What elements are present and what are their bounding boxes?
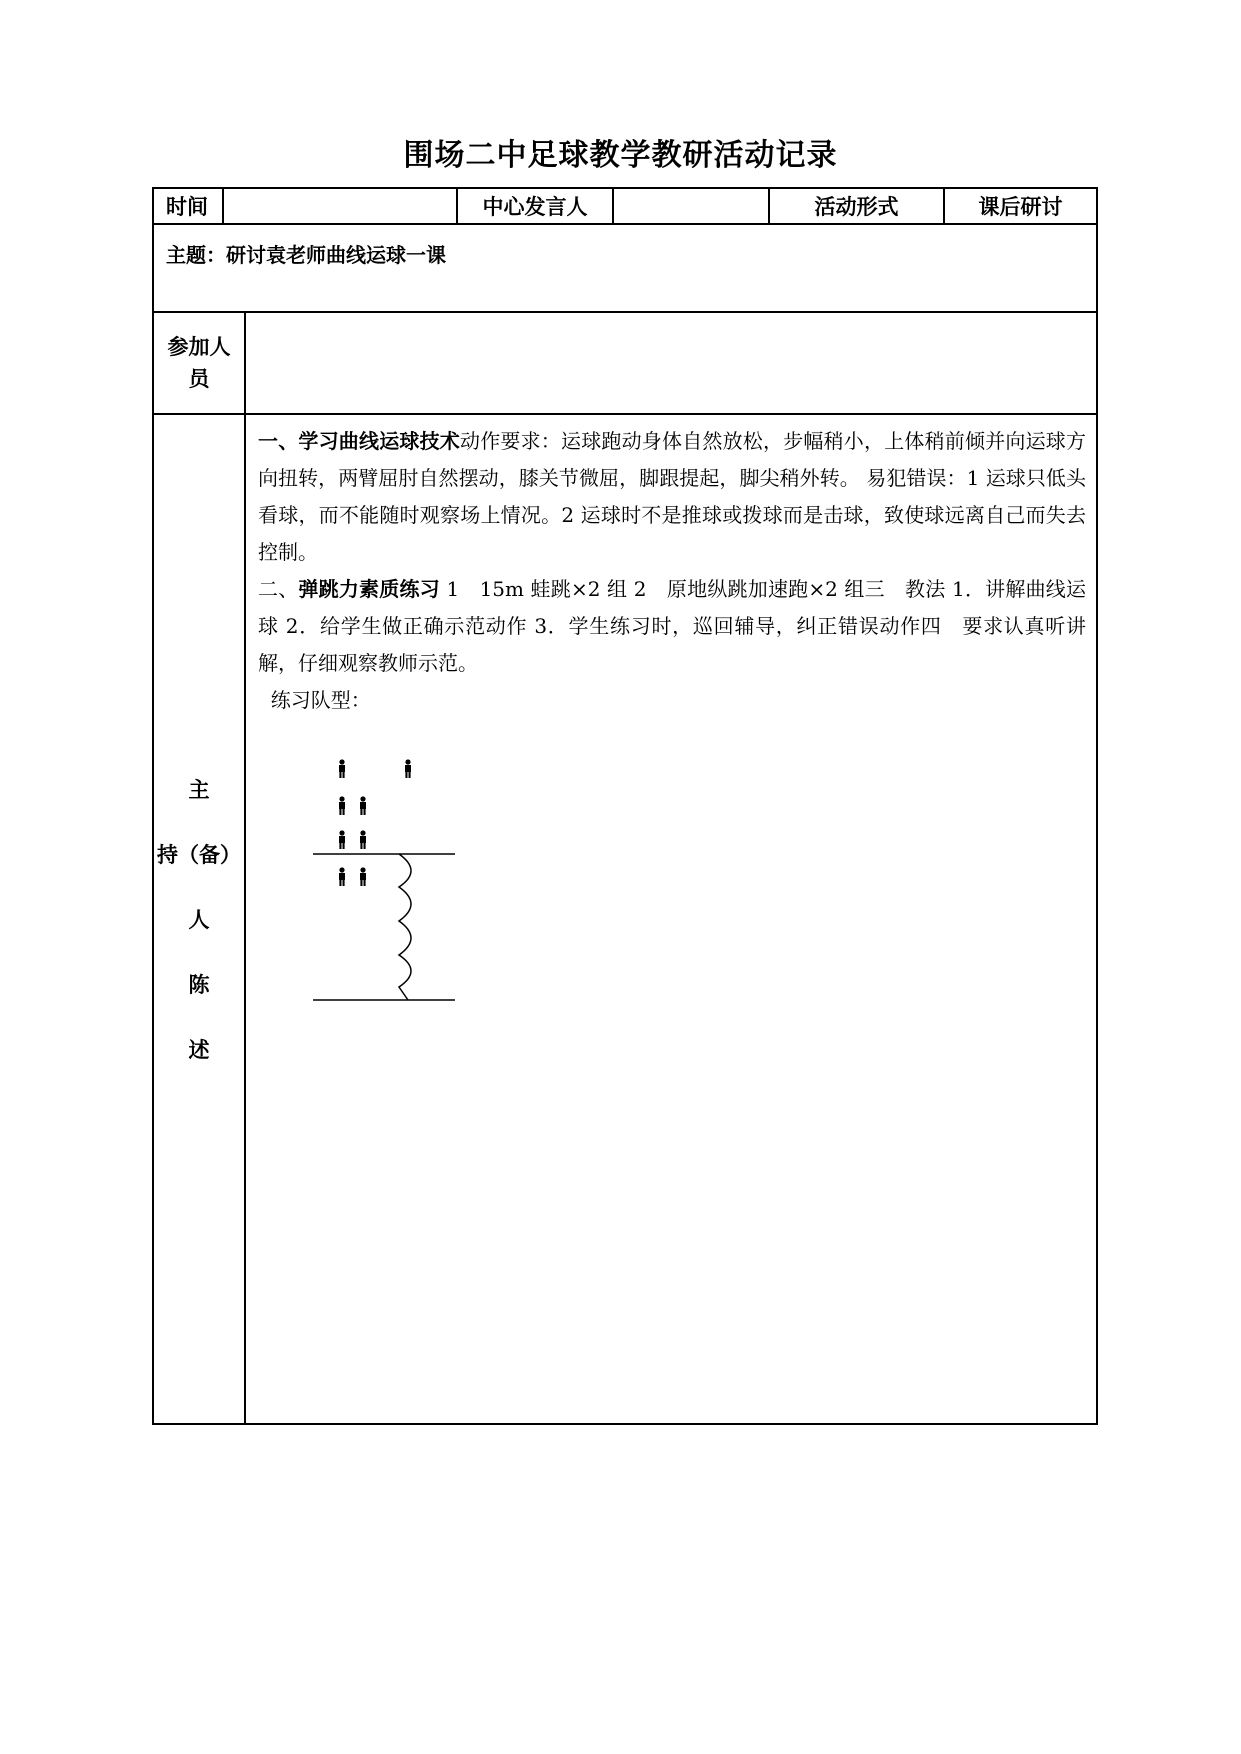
header-row	[153, 188, 1097, 224]
participants-label-line1: 参加人	[167, 334, 231, 359]
player-icon	[360, 796, 366, 815]
participants-label	[153, 312, 245, 414]
speaker-label: 中心发言人	[457, 188, 613, 224]
statement-label-char: 人	[188, 906, 210, 932]
participants-value	[245, 312, 1097, 414]
statement-row	[153, 414, 1097, 1424]
player-icon	[339, 830, 345, 849]
section-2-body: 1 15m 蛙跳×2 组 2 原地纵跳加速跑×2 组三 教法 1．讲解曲线运球 2．给学生做正确示范动作 3．学生练习时，巡回辅导，纠正错误动作四 要求认真听讲解，仔细观察教师示范。	[258, 577, 1087, 675]
form-label: 活动形式	[769, 188, 944, 224]
form-value: 课后研讨	[944, 188, 1097, 224]
player-icon	[360, 830, 366, 849]
page-title: 围场二中足球教学教研活动记录	[403, 138, 838, 173]
record-table	[152, 187, 1098, 1425]
section-2-heading: 弹跳力素质练习	[298, 577, 440, 601]
player-icon	[360, 867, 366, 886]
formation-diagram	[308, 749, 458, 1009]
section-2	[258, 571, 1086, 682]
time-label: 时间	[153, 188, 223, 224]
formation-label: 练习队型：	[258, 688, 371, 712]
player-icon	[339, 759, 345, 778]
section-1-heading: 一、学习曲线运球技术	[258, 429, 460, 453]
statement-label-char: 述	[188, 1036, 210, 1062]
section-2-prefix: 二、	[258, 577, 299, 601]
participants-row	[153, 312, 1097, 414]
section-1-body: 动作要求：运球跑动身体自然放松，步幅稍小，上体稍前倾并向运球方向扭转，两臂屈肘自然摆动，膝关节微屈，脚跟提起，脚尖稍外转。 易犯错误：1 运球只低头看球，而不能随时观察场上情况。2 运球时不是推球或拨球而是击球，致使球远离自己而失去控制。	[258, 429, 1086, 564]
statement-content	[245, 414, 1097, 1424]
participants-label-line2: 员	[188, 366, 210, 391]
statement-label-char: 主	[188, 776, 210, 802]
player-icon	[405, 759, 411, 778]
time-value	[223, 188, 457, 224]
topic-row	[153, 224, 1097, 312]
statement-label-char: 持（备）	[157, 841, 241, 867]
speaker-value	[613, 188, 769, 224]
section-1	[258, 423, 1086, 571]
topic: 主题：研讨袁老师曲线运球一课	[153, 224, 1097, 312]
dribble-path	[399, 854, 411, 1000]
player-icon	[339, 796, 345, 815]
statement-label-char: 陈	[188, 971, 210, 997]
player-icon	[339, 867, 345, 886]
statement-label	[153, 414, 245, 1424]
